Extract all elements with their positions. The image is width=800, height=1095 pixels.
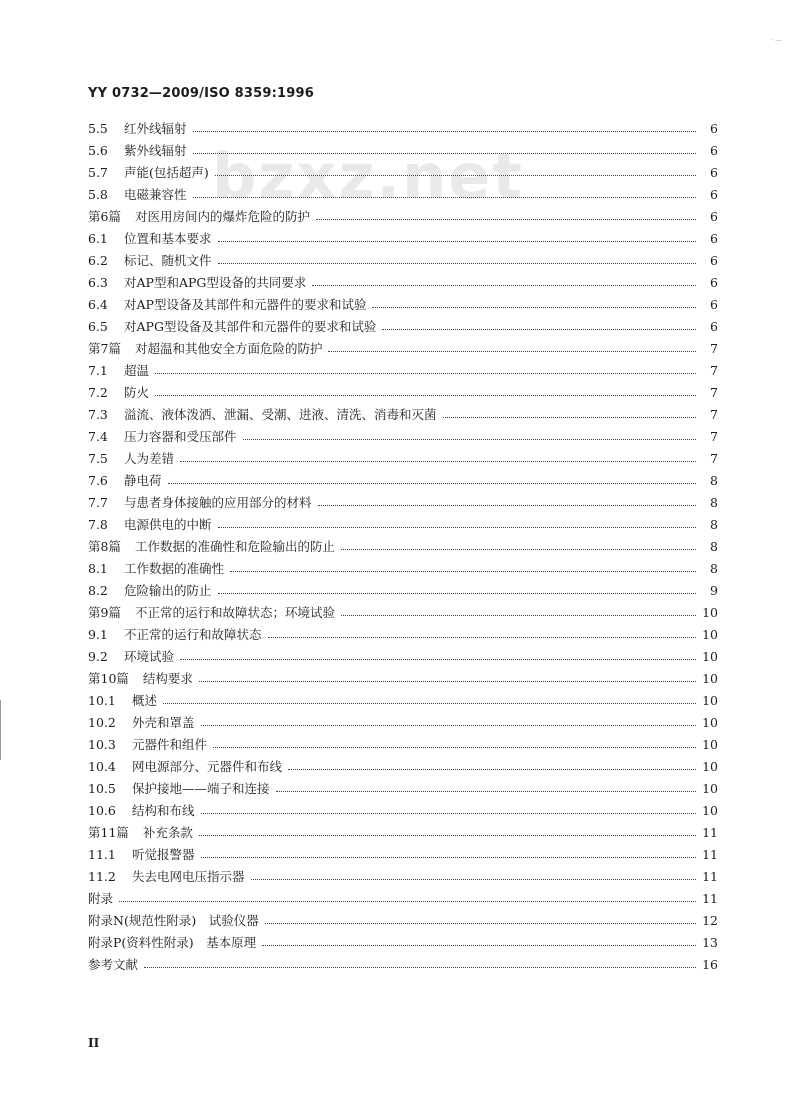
toc-entry[interactable] bbox=[88, 733, 718, 755]
toc-entry[interactable] bbox=[88, 447, 718, 469]
toc-entry[interactable] bbox=[88, 359, 718, 381]
dot-leader bbox=[201, 812, 696, 814]
toc-entry-page: 6 bbox=[710, 230, 718, 246]
toc-entry[interactable] bbox=[88, 711, 718, 733]
toc-entry[interactable] bbox=[88, 557, 718, 579]
dot-leader bbox=[230, 570, 696, 572]
dot-leader bbox=[288, 768, 696, 770]
toc-entry-page: 10 bbox=[702, 758, 718, 774]
dot-leader bbox=[199, 680, 696, 682]
toc-entry-title: 不正常的运行和故障状态 bbox=[124, 627, 262, 642]
toc-entry-number: 5.6 bbox=[88, 142, 108, 158]
dot-leader bbox=[265, 922, 696, 924]
dot-leader bbox=[262, 944, 696, 946]
toc-entry-title: 附录N(规范性附录) 试验仪器 bbox=[88, 913, 259, 928]
toc-entry-title: 对APG型设备及其部件和元器件的要求和试验 bbox=[124, 319, 377, 334]
dot-leader bbox=[218, 262, 696, 264]
toc-entry-title: 对超温和其他安全方面危险的防护 bbox=[134, 341, 323, 356]
toc-entry[interactable] bbox=[88, 887, 718, 909]
toc-entry-page: 11 bbox=[702, 890, 718, 906]
toc-entry-number: 5.8 bbox=[88, 186, 108, 202]
toc-entry-page: 6 bbox=[710, 318, 718, 334]
toc-entry-number: 7.8 bbox=[88, 516, 108, 532]
toc-entry[interactable] bbox=[88, 469, 718, 491]
toc-entry-title: 附录P(资料性附录) 基本原理 bbox=[88, 935, 257, 950]
toc-entry-title: 失去电网电压指示器 bbox=[132, 869, 245, 884]
toc-entry-number: 6.5 bbox=[88, 318, 108, 334]
dot-leader bbox=[276, 790, 696, 792]
toc-entry-title: 外壳和罩盖 bbox=[132, 715, 195, 730]
toc-entry[interactable] bbox=[88, 293, 718, 315]
toc-entry-page: 10 bbox=[702, 670, 718, 686]
toc-entry-number: 5.5 bbox=[88, 120, 108, 136]
toc-entry-page: 6 bbox=[710, 274, 718, 290]
table-of-contents bbox=[88, 117, 718, 975]
dot-leader bbox=[155, 394, 696, 396]
toc-entry-number: 第9篇 bbox=[88, 605, 121, 620]
toc-entry-title: 电源供电的中断 bbox=[124, 517, 212, 532]
dot-leader bbox=[318, 504, 696, 506]
toc-entry[interactable] bbox=[88, 403, 718, 425]
toc-entry[interactable] bbox=[88, 183, 718, 205]
toc-entry-page: 10 bbox=[702, 780, 718, 796]
dot-leader bbox=[193, 196, 696, 198]
toc-entry-title: 超温 bbox=[124, 363, 150, 378]
toc-entry-page: 8 bbox=[710, 472, 718, 488]
toc-entry-page: 6 bbox=[710, 120, 718, 136]
toc-entry-title: 保护接地——端子和连接 bbox=[132, 781, 270, 796]
toc-entry-number: 7.7 bbox=[88, 494, 108, 510]
toc-entry-number: 11.1 bbox=[88, 846, 116, 862]
toc-entry-number: 6.1 bbox=[88, 230, 108, 246]
toc-entry-title: 网电源部分、元器件和布线 bbox=[132, 759, 283, 774]
toc-entry-number: 第7篇 bbox=[88, 341, 121, 356]
toc-entry-page: 10 bbox=[702, 604, 718, 620]
dot-leader bbox=[268, 636, 696, 638]
toc-entry-title: 工作数据的准确性 bbox=[124, 561, 225, 576]
toc-entry-number: 11.2 bbox=[88, 868, 116, 884]
toc-entry[interactable] bbox=[88, 843, 718, 865]
toc-entry-number: 10.4 bbox=[88, 758, 116, 774]
toc-entry-number: 7.2 bbox=[88, 384, 108, 400]
toc-entry[interactable] bbox=[88, 205, 718, 227]
toc-entry-page: 11 bbox=[702, 824, 718, 840]
toc-entry-page: 6 bbox=[710, 164, 718, 180]
toc-entry-title: 标记、随机文件 bbox=[124, 253, 212, 268]
toc-entry[interactable] bbox=[88, 755, 718, 777]
toc-entry-number: 10.2 bbox=[88, 714, 116, 730]
page-number: II bbox=[88, 1036, 100, 1050]
dot-leader bbox=[341, 614, 696, 616]
toc-entry-title: 红外线辐射 bbox=[124, 121, 187, 136]
toc-entry[interactable] bbox=[88, 601, 718, 623]
dot-leader bbox=[144, 966, 696, 968]
toc-entry[interactable] bbox=[88, 689, 718, 711]
toc-entry-title: 电磁兼容性 bbox=[124, 187, 187, 202]
toc-entry-page: 7 bbox=[710, 362, 718, 378]
dot-leader bbox=[119, 900, 696, 902]
toc-entry-page: 6 bbox=[710, 252, 718, 268]
toc-entry-number: 7.4 bbox=[88, 428, 108, 444]
standard-header: YY 0732—2009/ISO 8359:1996 bbox=[88, 86, 315, 101]
toc-entry-title: 压力容器和受压部件 bbox=[124, 429, 237, 444]
toc-entry[interactable] bbox=[88, 799, 718, 821]
toc-entry-number: 8.1 bbox=[88, 560, 108, 576]
dot-leader bbox=[251, 878, 696, 880]
toc-entry[interactable] bbox=[88, 227, 718, 249]
toc-entry-number: 7.5 bbox=[88, 450, 108, 466]
toc-entry-page: 7 bbox=[710, 340, 718, 356]
dot-leader bbox=[316, 218, 696, 220]
toc-entry-page: 7 bbox=[710, 384, 718, 400]
dot-leader bbox=[155, 372, 696, 374]
watermark: bzxz.net bbox=[212, 140, 524, 213]
scan-mark: · — bbox=[770, 36, 782, 44]
toc-entry-page: 6 bbox=[710, 142, 718, 158]
toc-entry-page: 7 bbox=[710, 406, 718, 422]
toc-entry-number: 第6篇 bbox=[88, 209, 121, 224]
toc-entry-title: 防火 bbox=[124, 385, 150, 400]
toc-entry[interactable] bbox=[88, 491, 718, 513]
toc-entry-page: 8 bbox=[710, 494, 718, 510]
toc-entry-title: 对医用房间内的爆炸危险的防护 bbox=[134, 209, 310, 224]
toc-entry-title: 补充条款 bbox=[142, 825, 193, 840]
toc-entry[interactable] bbox=[88, 139, 718, 161]
toc-entry-number: 9.2 bbox=[88, 648, 108, 664]
toc-entry-title: 概述 bbox=[132, 693, 158, 708]
dot-leader bbox=[312, 284, 696, 286]
toc-entry-number: 7.1 bbox=[88, 362, 108, 378]
dot-leader bbox=[243, 438, 696, 440]
toc-entry-page: 10 bbox=[702, 714, 718, 730]
toc-entry-page: 10 bbox=[702, 802, 718, 818]
toc-entry-page: 7 bbox=[710, 428, 718, 444]
toc-entry-title: 结构和布线 bbox=[132, 803, 195, 818]
toc-entry[interactable] bbox=[88, 381, 718, 403]
toc-entry-title: 人为差错 bbox=[124, 451, 175, 466]
toc-entry-page: 16 bbox=[702, 956, 718, 972]
toc-entry[interactable] bbox=[88, 315, 718, 337]
toc-entry-title: 溢流、液体泼洒、泄漏、受潮、进液、清洗、消毒和灭菌 bbox=[124, 407, 437, 422]
dot-leader bbox=[372, 306, 696, 308]
toc-entry-page: 8 bbox=[710, 538, 718, 554]
toc-entry-title: 结构要求 bbox=[142, 671, 193, 686]
toc-entry-title: 对AP型设备及其部件和元器件的要求和试验 bbox=[124, 297, 367, 312]
toc-entry-title: 静电荷 bbox=[124, 473, 162, 488]
toc-entry-number: 6.3 bbox=[88, 274, 108, 290]
toc-entry-page: 6 bbox=[710, 186, 718, 202]
dot-leader bbox=[163, 702, 696, 704]
toc-entry[interactable] bbox=[88, 337, 718, 359]
toc-entry-number: 7.6 bbox=[88, 472, 108, 488]
dot-leader bbox=[218, 592, 696, 594]
toc-entry-number: 10.3 bbox=[88, 736, 116, 752]
toc-entry-title: 位置和基本要求 bbox=[124, 231, 212, 246]
dot-leader bbox=[218, 240, 696, 242]
dot-leader bbox=[168, 482, 696, 484]
toc-entry-title: 附录 bbox=[88, 891, 114, 906]
toc-entry-title: 危险输出的防止 bbox=[124, 583, 212, 598]
dot-leader bbox=[443, 416, 696, 418]
toc-entry-title: 参考文献 bbox=[88, 957, 139, 972]
toc-entry[interactable] bbox=[88, 909, 718, 931]
toc-entry-number: 7.3 bbox=[88, 406, 108, 422]
toc-entry-number: 第8篇 bbox=[88, 539, 121, 554]
dot-leader bbox=[382, 328, 696, 330]
toc-entry-title: 紫外线辐射 bbox=[124, 143, 187, 158]
toc-entry[interactable] bbox=[88, 777, 718, 799]
toc-entry-page: 10 bbox=[702, 648, 718, 664]
dot-leader bbox=[341, 548, 696, 550]
toc-entry-title: 元器件和组件 bbox=[132, 737, 208, 752]
toc-entry-page: 10 bbox=[702, 736, 718, 752]
toc-entry-title: 环境试验 bbox=[124, 649, 175, 664]
toc-entry-number: 8.2 bbox=[88, 582, 108, 598]
toc-entry-page: 10 bbox=[702, 626, 718, 642]
toc-entry-title: 与患者身体接触的应用部分的材料 bbox=[124, 495, 312, 510]
dot-leader bbox=[215, 174, 696, 176]
toc-entry-title: 听觉报警器 bbox=[132, 847, 195, 862]
dot-leader bbox=[201, 856, 696, 858]
toc-entry[interactable] bbox=[88, 821, 718, 843]
toc-entry[interactable] bbox=[88, 623, 718, 645]
toc-entry-page: 8 bbox=[710, 516, 718, 532]
toc-entry[interactable] bbox=[88, 425, 718, 447]
toc-entry-page: 11 bbox=[702, 868, 718, 884]
toc-entry-title: 声能(包括超声) bbox=[124, 165, 209, 180]
toc-entry[interactable] bbox=[88, 931, 718, 953]
toc-entry-title: 不正常的运行和故障状态；环境试验 bbox=[134, 605, 335, 620]
toc-entry-number: 10.1 bbox=[88, 692, 116, 708]
dot-leader bbox=[180, 658, 696, 660]
dot-leader bbox=[328, 350, 696, 352]
scan-edge-mark bbox=[0, 700, 1, 760]
dot-leader bbox=[193, 130, 696, 132]
toc-entry-page: 13 bbox=[702, 934, 718, 950]
dot-leader bbox=[193, 152, 696, 154]
toc-entry[interactable] bbox=[88, 535, 718, 557]
toc-entry-number: 第11篇 bbox=[88, 825, 129, 840]
toc-entry[interactable] bbox=[88, 667, 718, 689]
toc-entry[interactable] bbox=[88, 865, 718, 887]
toc-entry[interactable] bbox=[88, 513, 718, 535]
toc-entry[interactable] bbox=[88, 271, 718, 293]
toc-entry-number: 9.1 bbox=[88, 626, 108, 642]
dot-leader bbox=[218, 526, 696, 528]
toc-entry[interactable] bbox=[88, 117, 718, 139]
toc-entry-page: 7 bbox=[710, 450, 718, 466]
toc-entry[interactable] bbox=[88, 953, 718, 975]
toc-entry-number: 第10篇 bbox=[88, 671, 129, 686]
toc-entry-number: 5.7 bbox=[88, 164, 108, 180]
toc-entry-number: 10.6 bbox=[88, 802, 116, 818]
dot-leader bbox=[213, 746, 696, 748]
dot-leader bbox=[201, 724, 696, 726]
toc-entry-number: 10.5 bbox=[88, 780, 116, 796]
dot-leader bbox=[199, 834, 696, 836]
toc-entry-page: 6 bbox=[710, 296, 718, 312]
toc-entry-page: 8 bbox=[710, 560, 718, 576]
toc-entry[interactable] bbox=[88, 579, 718, 601]
toc-entry-page: 9 bbox=[710, 582, 718, 598]
toc-entry-page: 6 bbox=[710, 208, 718, 224]
toc-entry-title: 对AP型和APG型设备的共同要求 bbox=[124, 275, 307, 290]
toc-entry-number: 6.4 bbox=[88, 296, 108, 312]
toc-entry-page: 12 bbox=[702, 912, 718, 928]
dot-leader bbox=[180, 460, 696, 462]
toc-entry-title: 工作数据的准确性和危险输出的防止 bbox=[134, 539, 335, 554]
toc-entry-number: 6.2 bbox=[88, 252, 108, 268]
toc-entry[interactable] bbox=[88, 249, 718, 271]
toc-entry-page: 11 bbox=[702, 846, 718, 862]
toc-entry[interactable] bbox=[88, 645, 718, 667]
toc-entry-page: 10 bbox=[702, 692, 718, 708]
toc-entry[interactable] bbox=[88, 161, 718, 183]
